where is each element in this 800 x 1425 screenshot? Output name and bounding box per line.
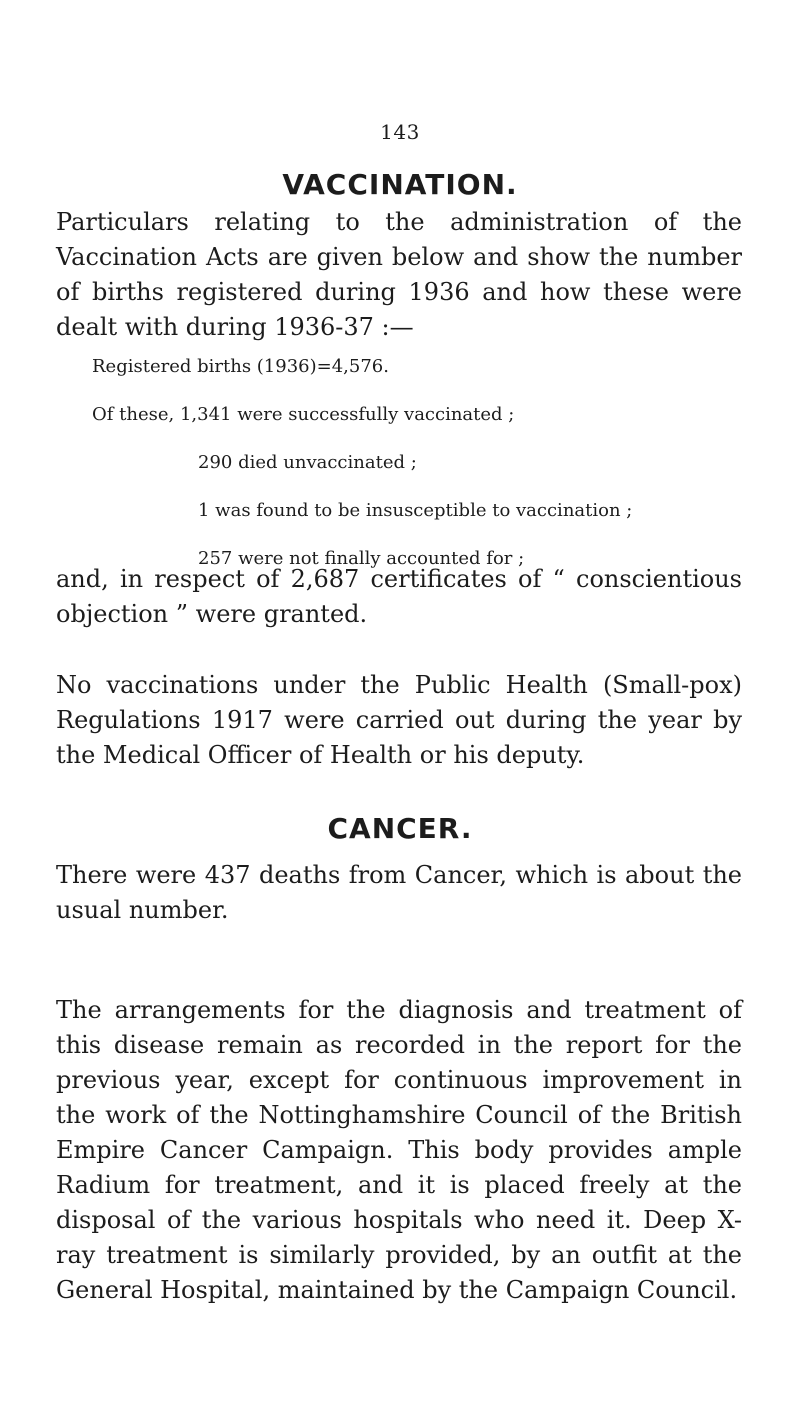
stat-insusceptible: 1 was found to be insusceptible to vaccination ; (198, 500, 633, 521)
stat-not-accounted: 257 were not finally accounted for ; (198, 548, 525, 569)
page-number: 143 (380, 120, 420, 144)
stat-died-unvaccinated: 290 died unvaccinated ; (198, 452, 417, 473)
cancer-heading: CANCER. (327, 812, 473, 845)
smallpox-regulations-paragraph: No vaccinations under the Public Health (Small-pox) Regulations 1917 were carried out during the year by the Medical Officer of Health or his deputy. (56, 671, 742, 769)
vaccination-heading: VACCINATION. (282, 168, 518, 201)
conscientious-objection-paragraph: and, in respect of 2,687 certificates of “ conscientious objection ” were granted. (56, 565, 742, 628)
cancer-arrangements-paragraph: The arrangements for the diagnosis and treatment of this disease remain as recorded in the report for the previous year, except for continuous improvement in the work of the Nottinghamshire Council of the British Empire Cancer Campaign. This body provides ample Radium for treatment, and it is placed freely at the disposal of the various hospitals who need it. Deep X-ray treatment is similarly provided, by an outfit at the General Hospital, maintained by the Campaign Council. (56, 996, 742, 1304)
cancer-deaths-paragraph: There were 437 deaths from Cancer, which is about the usual number. (56, 861, 742, 924)
vaccination-intro-paragraph: Particulars relating to the administration of the Vaccination Acts are given below and show the number of births registered during 1936 and how these were dealt with during 1936-37 :— (56, 208, 742, 341)
stat-successfully-vaccinated: Of these, 1,341 were successfully vaccinated ; (92, 404, 515, 425)
stat-registered-births: Registered births (1936)=4,576. (92, 356, 389, 377)
